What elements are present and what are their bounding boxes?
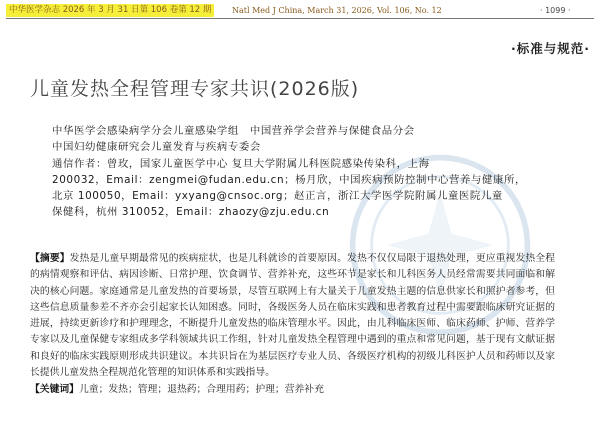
keywords-text: 儿童；发热；管理；退热药；合理用药；护理；营养补充 (78, 384, 324, 396)
contact-line: 北京 100050，Email：yxyang@cnsoc.org；赵正言，浙江大学医学院附属儿童医院儿童 (52, 190, 503, 202)
abstract (30, 251, 555, 399)
page-number: · 1099 · (540, 6, 571, 15)
article-title: 儿童发热全程管理专家共识(2026版) (30, 78, 360, 100)
organization-line: 中国妇幼健康研究会儿童发育与疾病专委会 (52, 141, 261, 153)
corresponding-author (52, 156, 552, 220)
contact-line: 保健科，杭州 310052，Email：zhaozy@zju.edu.cn (52, 206, 330, 218)
contact-line: 通信作者：曾玫，国家儿童医学中心 复旦大学附属儿科医院感染传染科，上海 (52, 158, 430, 170)
journal-citation-en: Natl Med J China, March 31, 2026, Vol. 106, No. 12 (232, 6, 442, 15)
section-label: ·标准与规范· (511, 41, 590, 56)
keywords (30, 382, 555, 398)
abstract-paragraph (30, 251, 555, 381)
author-block (52, 123, 552, 220)
abstract-text: 发热是儿童早期最常见的疾病症状，也是儿科就诊的首要原因。发热不仅仅局限于退热处理，更应重视发热全程的病情观察和评估、病因诊断、日常护理、饮食调节、营养补充，这些环节是家长和儿科医务人员经常需要共同面临和解决的核心问题。家庭通常是儿童发热的首要场景，尽管互联网上有大量关于儿童发热主题的信息供家长和照护者参考，但这些信息质量参差不齐亦会引起家长认知困惑。同时，各级医务人员在临床实践和患者教育过程中需要跟临床研究证据的进展，持续更新诊疗和护理理念，不断提升儿童发热的临床管理水平。因此，由儿科临床医师、临床药师、护师、营养学专家以及儿童保健专家组成多学科领域共识工作组，针对儿童发热全程管理中遇到的重点和常见问题，基于现有文献证据和良好的临床实践原则形成共识建议。本共识旨在为基层医疗专业人员、各级医疗机构的初级儿科医护人员和药师以及家长提供儿童发热全程规范化管理的知识体系和实践指导。 (30, 253, 556, 379)
journal-citation-cn: 中华医学杂志 2026 年 3 月 31 日第 106 卷第 12 期 (6, 4, 214, 17)
keywords-label: 【关键词】 (30, 384, 79, 396)
organization-line: 中华医学会感染病学分会儿童感染学组 中国营养学会营养与保健食品分会 (52, 125, 415, 137)
header-rule (6, 18, 594, 19)
abstract-label: 【摘要】 (30, 253, 70, 264)
contact-line: 200032，Email：zengmei@fudan.edu.cn；杨月欣，中国疾病预防控制中心营养与健康所， (52, 174, 526, 186)
running-head (0, 4, 600, 18)
